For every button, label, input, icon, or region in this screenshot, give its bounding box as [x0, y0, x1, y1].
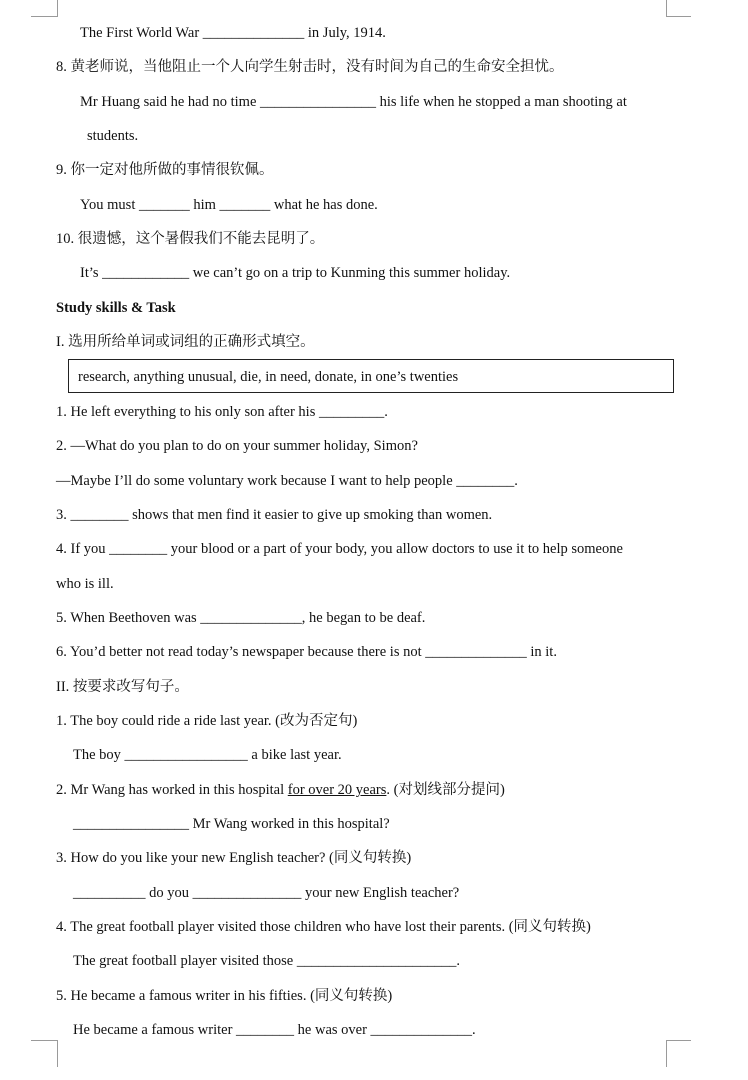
- part-i-q1: 1. He left everything to his only son after his _________.: [56, 404, 388, 420]
- part-ii-q4-answer-line: The great football player visited those ______________________.: [73, 953, 460, 969]
- crop-mark-top-left: [31, 0, 58, 17]
- part-ii-q2-text: 2. Mr Wang has worked in this hospital: [56, 782, 288, 798]
- part-i-q6: 6. You’d better not read today’s newspaper because there is not ______________ in it.: [56, 644, 557, 660]
- part-i-q5: 5. When Beethoven was ______________, he began to be deaf.: [56, 610, 426, 626]
- part-ii-instruction: II. 按要求改写句子。: [56, 679, 189, 695]
- q9-chinese-prompt: 9. 你一定对他所做的事情很钦佩。: [56, 162, 274, 178]
- part-ii-q4: 4. The great football player visited those children who have lost their parents. (同义句转换): [56, 919, 591, 935]
- part-ii-q2-instruction: . (对划线部分提问): [386, 782, 505, 798]
- crop-mark-top-right: [666, 0, 691, 17]
- crop-mark-bottom-left: [31, 1040, 58, 1067]
- part-ii-q5: 5. He became a famous writer in his fifties. (同义句转换): [56, 988, 393, 1004]
- word-bank-box: [68, 359, 674, 393]
- part-ii-q2-answer-line: ________________ Mr Wang worked in this hospital?: [73, 816, 390, 832]
- q10-english-line: It’s ____________ we can’t go on a trip to Kunming this summer holiday.: [80, 265, 511, 281]
- part-ii-q3-answer-line: __________ do you _______________ your new English teacher?: [73, 885, 460, 901]
- part-ii-q1: 1. The boy could ride a ride last year. (改为否定句): [56, 713, 358, 729]
- q9-english-line: You must _______ him _______ what he has done.: [80, 197, 378, 213]
- part-i-instruction: I. 选用所给单词或词组的正确形式填空。: [56, 334, 315, 350]
- part-i-q4: 4. If you ________ your blood or a part of your body, you allow doctors to use it to help someone: [56, 541, 623, 557]
- q8-english-line: Mr Huang said he had no time ________________ his life when he stopped a man shooting at: [80, 94, 627, 110]
- q8-chinese-prompt: 8. 黄老师说，当他阻止一个人向学生射击时，没有时间为自己的生命安全担忧。: [56, 59, 564, 75]
- word-bank-text: research, anything unusual, die, in need, donate, in one’s twenties: [78, 369, 459, 385]
- q7-english-line: The First World War ______________ in July, 1914.: [80, 25, 386, 41]
- part-i-q4-continued: who is ill.: [56, 576, 114, 592]
- q10-chinese-prompt: 10. 很遗憾，这个暑假我们不能去昆明了。: [56, 231, 325, 247]
- part-i-q3: 3. ________ shows that men find it easier to give up smoking than women.: [56, 507, 493, 523]
- part-ii-q5-answer-line: He became a famous writer ________ he was over ______________.: [73, 1022, 476, 1038]
- part-ii-q2: [56, 781, 505, 799]
- section-heading: Study skills & Task: [56, 300, 176, 316]
- part-i-q2: 2. —What do you plan to do on your summer holiday, Simon?: [56, 438, 418, 454]
- part-ii-q2-underlined-phrase: for over 20 years: [287, 782, 387, 798]
- q8-english-line-continued: students.: [87, 128, 139, 144]
- part-ii-q1-answer-line: The boy _________________ a bike last year.: [73, 747, 342, 763]
- crop-mark-bottom-right: [666, 1040, 691, 1067]
- part-i-q2-reply: —Maybe I’ll do some voluntary work because I want to help people ________.: [56, 473, 518, 489]
- part-ii-q3: 3. How do you like your new English teacher? (同义句转换): [56, 850, 412, 866]
